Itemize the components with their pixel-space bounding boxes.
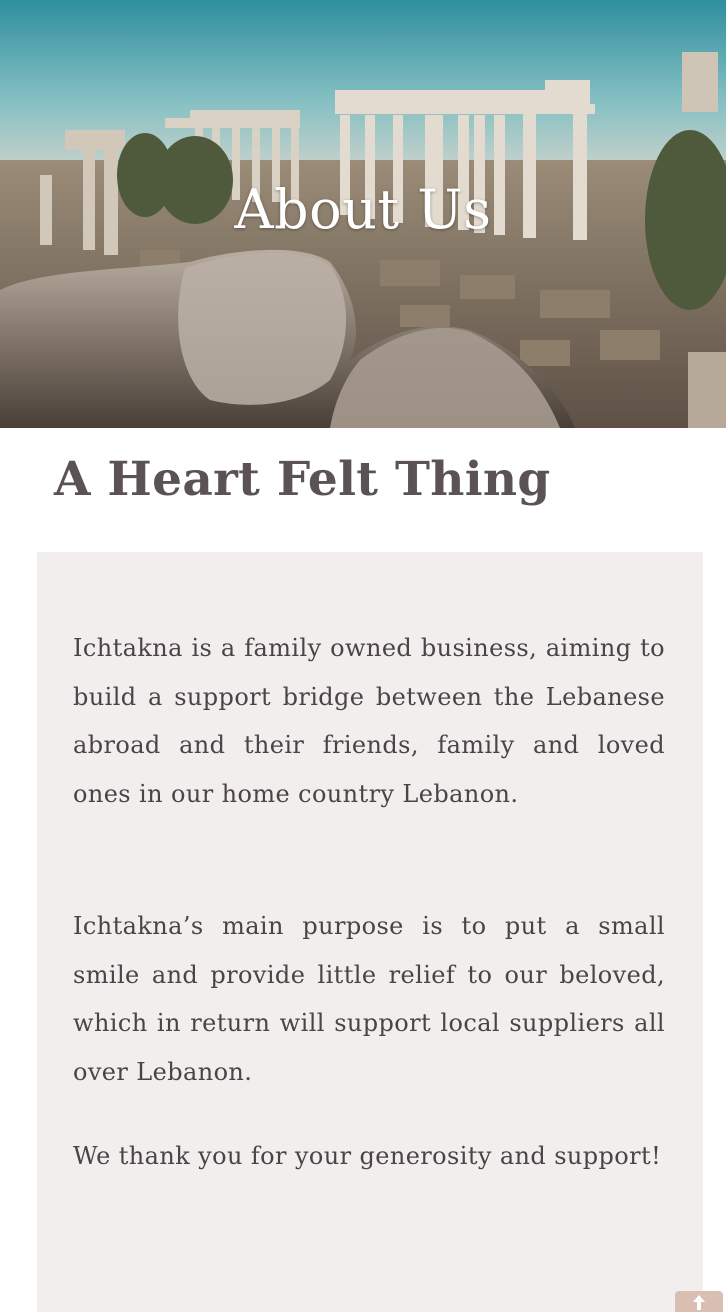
arrow-up-icon bbox=[691, 1294, 707, 1310]
hero-banner bbox=[0, 0, 726, 428]
about-paragraph-1: Ichtakna is a family owned business, aiming to build a support bridge between the Lebanese abroad and their friends, family and loved ones in our home country Lebanon. bbox=[73, 634, 665, 808]
about-paragraph-3: We thank you for your generosity and support! bbox=[73, 1142, 662, 1170]
back-to-top-button[interactable] bbox=[675, 1291, 723, 1312]
about-paragraph-2: Ichtakna’s main purpose is to put a small smile and provide little relief to our beloved, which in return will support local suppliers all over Lebanon. bbox=[73, 912, 665, 1086]
section-heading: A Heart Felt Thing bbox=[54, 452, 551, 507]
about-card bbox=[37, 552, 703, 1312]
hero-title: About Us bbox=[234, 178, 492, 241]
